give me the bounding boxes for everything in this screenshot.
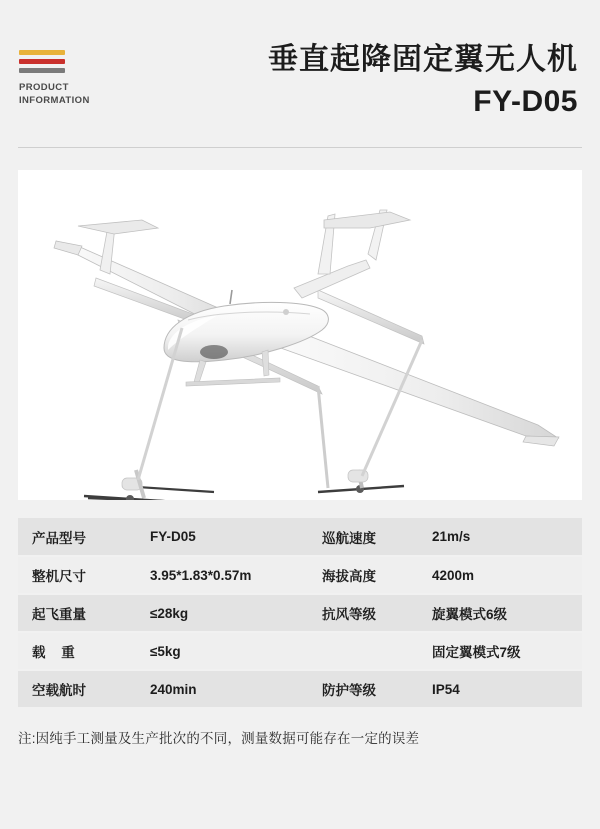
spec-value: ≤5kg (136, 632, 308, 670)
table-row (18, 594, 582, 632)
drone-illustration (18, 170, 582, 500)
spec-value: 3.95*1.83*0.57m (136, 556, 308, 594)
spec-value-2: 4200m (418, 556, 582, 594)
measurement-note: 注:因纯手工测量及生产批次的不同，测量数据可能存在一定的误差 (18, 731, 420, 746)
table-row (18, 632, 582, 670)
title-chinese: 垂直起降固定翼无人机 (268, 43, 578, 76)
spec-label-2: 抗风等级 (308, 594, 418, 632)
spec-label-2: 防护等级 (308, 670, 418, 708)
spec-label: 起飞重量 (18, 594, 136, 632)
spec-value-2: 固定翼模式7级 (418, 632, 582, 670)
logo-caption-line2: INFORMATION (19, 95, 90, 106)
spec-value: 240min (136, 670, 308, 708)
spec-label: 整机尺寸 (18, 556, 136, 594)
logo-caption (19, 81, 139, 107)
logo-caption-line1: PRODUCT (19, 82, 69, 93)
specification-table (18, 518, 582, 709)
spec-label: 载 重 (18, 632, 136, 670)
spec-value: FY-D05 (136, 518, 308, 556)
page-title (268, 40, 578, 122)
spec-value: ≤28kg (136, 594, 308, 632)
spec-value-2: 旋翼模式6级 (418, 594, 582, 632)
product-image (18, 170, 582, 500)
title-model: FY-D05 (473, 85, 578, 118)
table-row (18, 518, 582, 556)
spec-value-2: 21m/s (418, 518, 582, 556)
spec-label: 空载航时 (18, 670, 136, 708)
page-header (0, 0, 600, 148)
table-row (18, 556, 582, 594)
spec-label: 产品型号 (18, 518, 136, 556)
spec-label-2: 巡航速度 (308, 518, 418, 556)
header-divider (18, 147, 582, 148)
spec-label-2 (308, 632, 418, 670)
spec-value-2: IP54 (418, 670, 582, 708)
table-row (18, 670, 582, 708)
spec-label-2: 海拔高度 (308, 556, 418, 594)
logo-bars-icon (19, 50, 65, 73)
brand-logo (19, 50, 139, 107)
